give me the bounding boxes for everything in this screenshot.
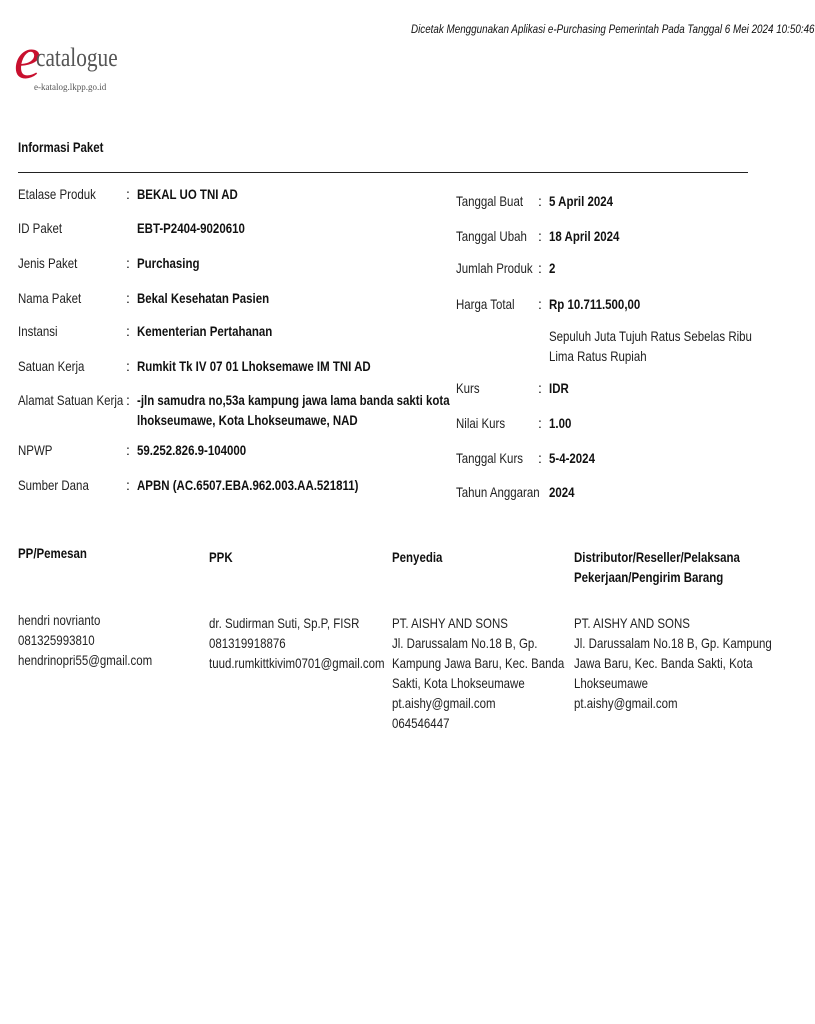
ecatalogue-logo-letter: e [14, 25, 41, 91]
value-tanggal-buat: 5 April 2024 [549, 193, 614, 209]
value-etalase-produk: BEKAL UO TNI AD [137, 186, 238, 202]
ppk-email: tuud.rumkittkivim0701@gmail.com [209, 655, 385, 671]
value-jumlah-produk: 2 [549, 260, 556, 276]
penyedia-phone: 064546447 [392, 715, 450, 731]
value-sumber-dana: APBN (AC.6507.EBA.962.003.AA.521811) [137, 477, 359, 493]
colon: : [538, 450, 542, 466]
colon: : [538, 296, 542, 312]
colon: : [538, 260, 542, 276]
penyedia-address-line2: Kampung Jawa Baru, Kec. Banda [392, 655, 565, 671]
value-nilai-kurs: 1.00 [549, 415, 572, 431]
party-heading-penyedia: Penyedia [392, 549, 443, 565]
label-tanggal-buat: Tanggal Buat [456, 193, 524, 209]
label-instansi: Instansi [18, 323, 58, 339]
colon: : [126, 255, 130, 271]
label-jumlah-produk: Jumlah Produk [456, 260, 533, 276]
value-kurs: IDR [549, 380, 569, 396]
colon: : [126, 442, 130, 458]
ecatalogue-logo-url: e-katalog.lkpp.go.id [34, 82, 107, 92]
label-tanggal-kurs: Tanggal Kurs [456, 450, 524, 466]
value-tahun-anggaran: 2024 [549, 484, 575, 500]
penyedia-address-line3: Sakti, Kota Lhokseumawe [392, 675, 525, 691]
label-sumber-dana: Sumber Dana [18, 477, 89, 493]
distributor-address-line1: Jl. Darussalam No.18 B, Gp. Kampung [574, 635, 772, 651]
pemesan-email: hendrinopri55@gmail.com [18, 652, 153, 668]
label-nama-paket: Nama Paket [18, 290, 82, 306]
pemesan-name: hendri novrianto [18, 612, 101, 628]
value-tanggal-kurs: 5-4-2024 [549, 450, 595, 466]
section-title-informasi-paket: Informasi Paket [18, 139, 104, 155]
colon: : [538, 193, 542, 209]
label-etalase-produk: Etalase Produk [18, 186, 96, 202]
label-nilai-kurs: Nilai Kurs [456, 415, 506, 431]
value-harga-total: Rp 10.711.500,00 [549, 296, 641, 312]
value-id-paket: EBT-P2404-9020610 [137, 220, 245, 236]
value-satuan-kerja: Rumkit Tk IV 07 01 Lhoksemawe IM TNI AD [137, 358, 371, 374]
label-npwp: NPWP [18, 442, 53, 458]
ppk-name: dr. Sudirman Suti, Sp.P, FISR [209, 615, 360, 631]
colon: : [126, 358, 130, 374]
ppk-phone: 081319918876 [209, 635, 286, 651]
harga-terbilang-line2: Lima Ratus Rupiah [549, 348, 647, 364]
value-instansi: Kementerian Pertahanan [137, 323, 273, 339]
pemesan-phone: 081325993810 [18, 632, 95, 648]
colon: : [126, 290, 130, 306]
value-alamat-satuan-kerja-line2: lhokseumawe, Kota Lhokseumawe, NAD [137, 412, 358, 428]
ecatalogue-logo-word: catalogue [36, 43, 118, 72]
distributor-address-line3: Lhokseumawe [574, 675, 649, 691]
penyedia-email: pt.aishy@gmail.com [392, 695, 496, 711]
distributor-address-line2: Jawa Baru, Kec. Banda Sakti, Kota [574, 655, 753, 671]
label-satuan-kerja: Satuan Kerja [18, 358, 85, 374]
label-id-paket: ID Paket [18, 220, 63, 236]
label-tanggal-ubah: Tanggal Ubah [456, 228, 527, 244]
section-divider [18, 172, 748, 173]
label-tahun-anggaran: Tahun Anggaran [456, 484, 540, 500]
value-tanggal-ubah: 18 April 2024 [549, 228, 620, 244]
label-jenis-paket: Jenis Paket [18, 255, 78, 271]
harga-terbilang-line1: Sepuluh Juta Tujuh Ratus Sebelas Ribu [549, 328, 752, 344]
distributor-name: PT. AISHY AND SONS [574, 615, 690, 631]
party-heading-distributor-line2: Pekerjaan/Pengirim Barang [574, 569, 724, 585]
colon: : [126, 477, 130, 493]
colon: : [538, 380, 542, 396]
label-alamat-satuan-kerja: Alamat Satuan Kerja [18, 392, 124, 408]
value-npwp: 59.252.826.9-104000 [137, 442, 247, 458]
party-heading-pemesan: PP/Pemesan [18, 545, 87, 561]
colon: : [126, 392, 130, 408]
value-alamat-satuan-kerja-line1: -jln samudra no,53a kampung jawa lama banda sakti kota [137, 392, 450, 408]
distributor-email: pt.aishy@gmail.com [574, 695, 678, 711]
value-nama-paket: Bekal Kesehatan Pasien [137, 290, 270, 306]
party-heading-ppk: PPK [209, 549, 233, 565]
penyedia-name: PT. AISHY AND SONS [392, 615, 508, 631]
colon: : [538, 415, 542, 431]
label-harga-total: Harga Total [456, 296, 515, 312]
print-timestamp-note: Dicetak Menggunakan Aplikasi e-Purchasing Pemerintah Pada Tanggal 6 Mei 2024 10:50:46 [411, 22, 815, 36]
label-kurs: Kurs [456, 380, 480, 396]
penyedia-address-line1: Jl. Darussalam No.18 B, Gp. [392, 635, 538, 651]
party-heading-distributor-line1: Distributor/Reseller/Pelaksana [574, 549, 740, 565]
colon: : [538, 228, 542, 244]
colon: : [126, 323, 130, 339]
colon: : [126, 186, 130, 202]
value-jenis-paket: Purchasing [137, 255, 200, 271]
